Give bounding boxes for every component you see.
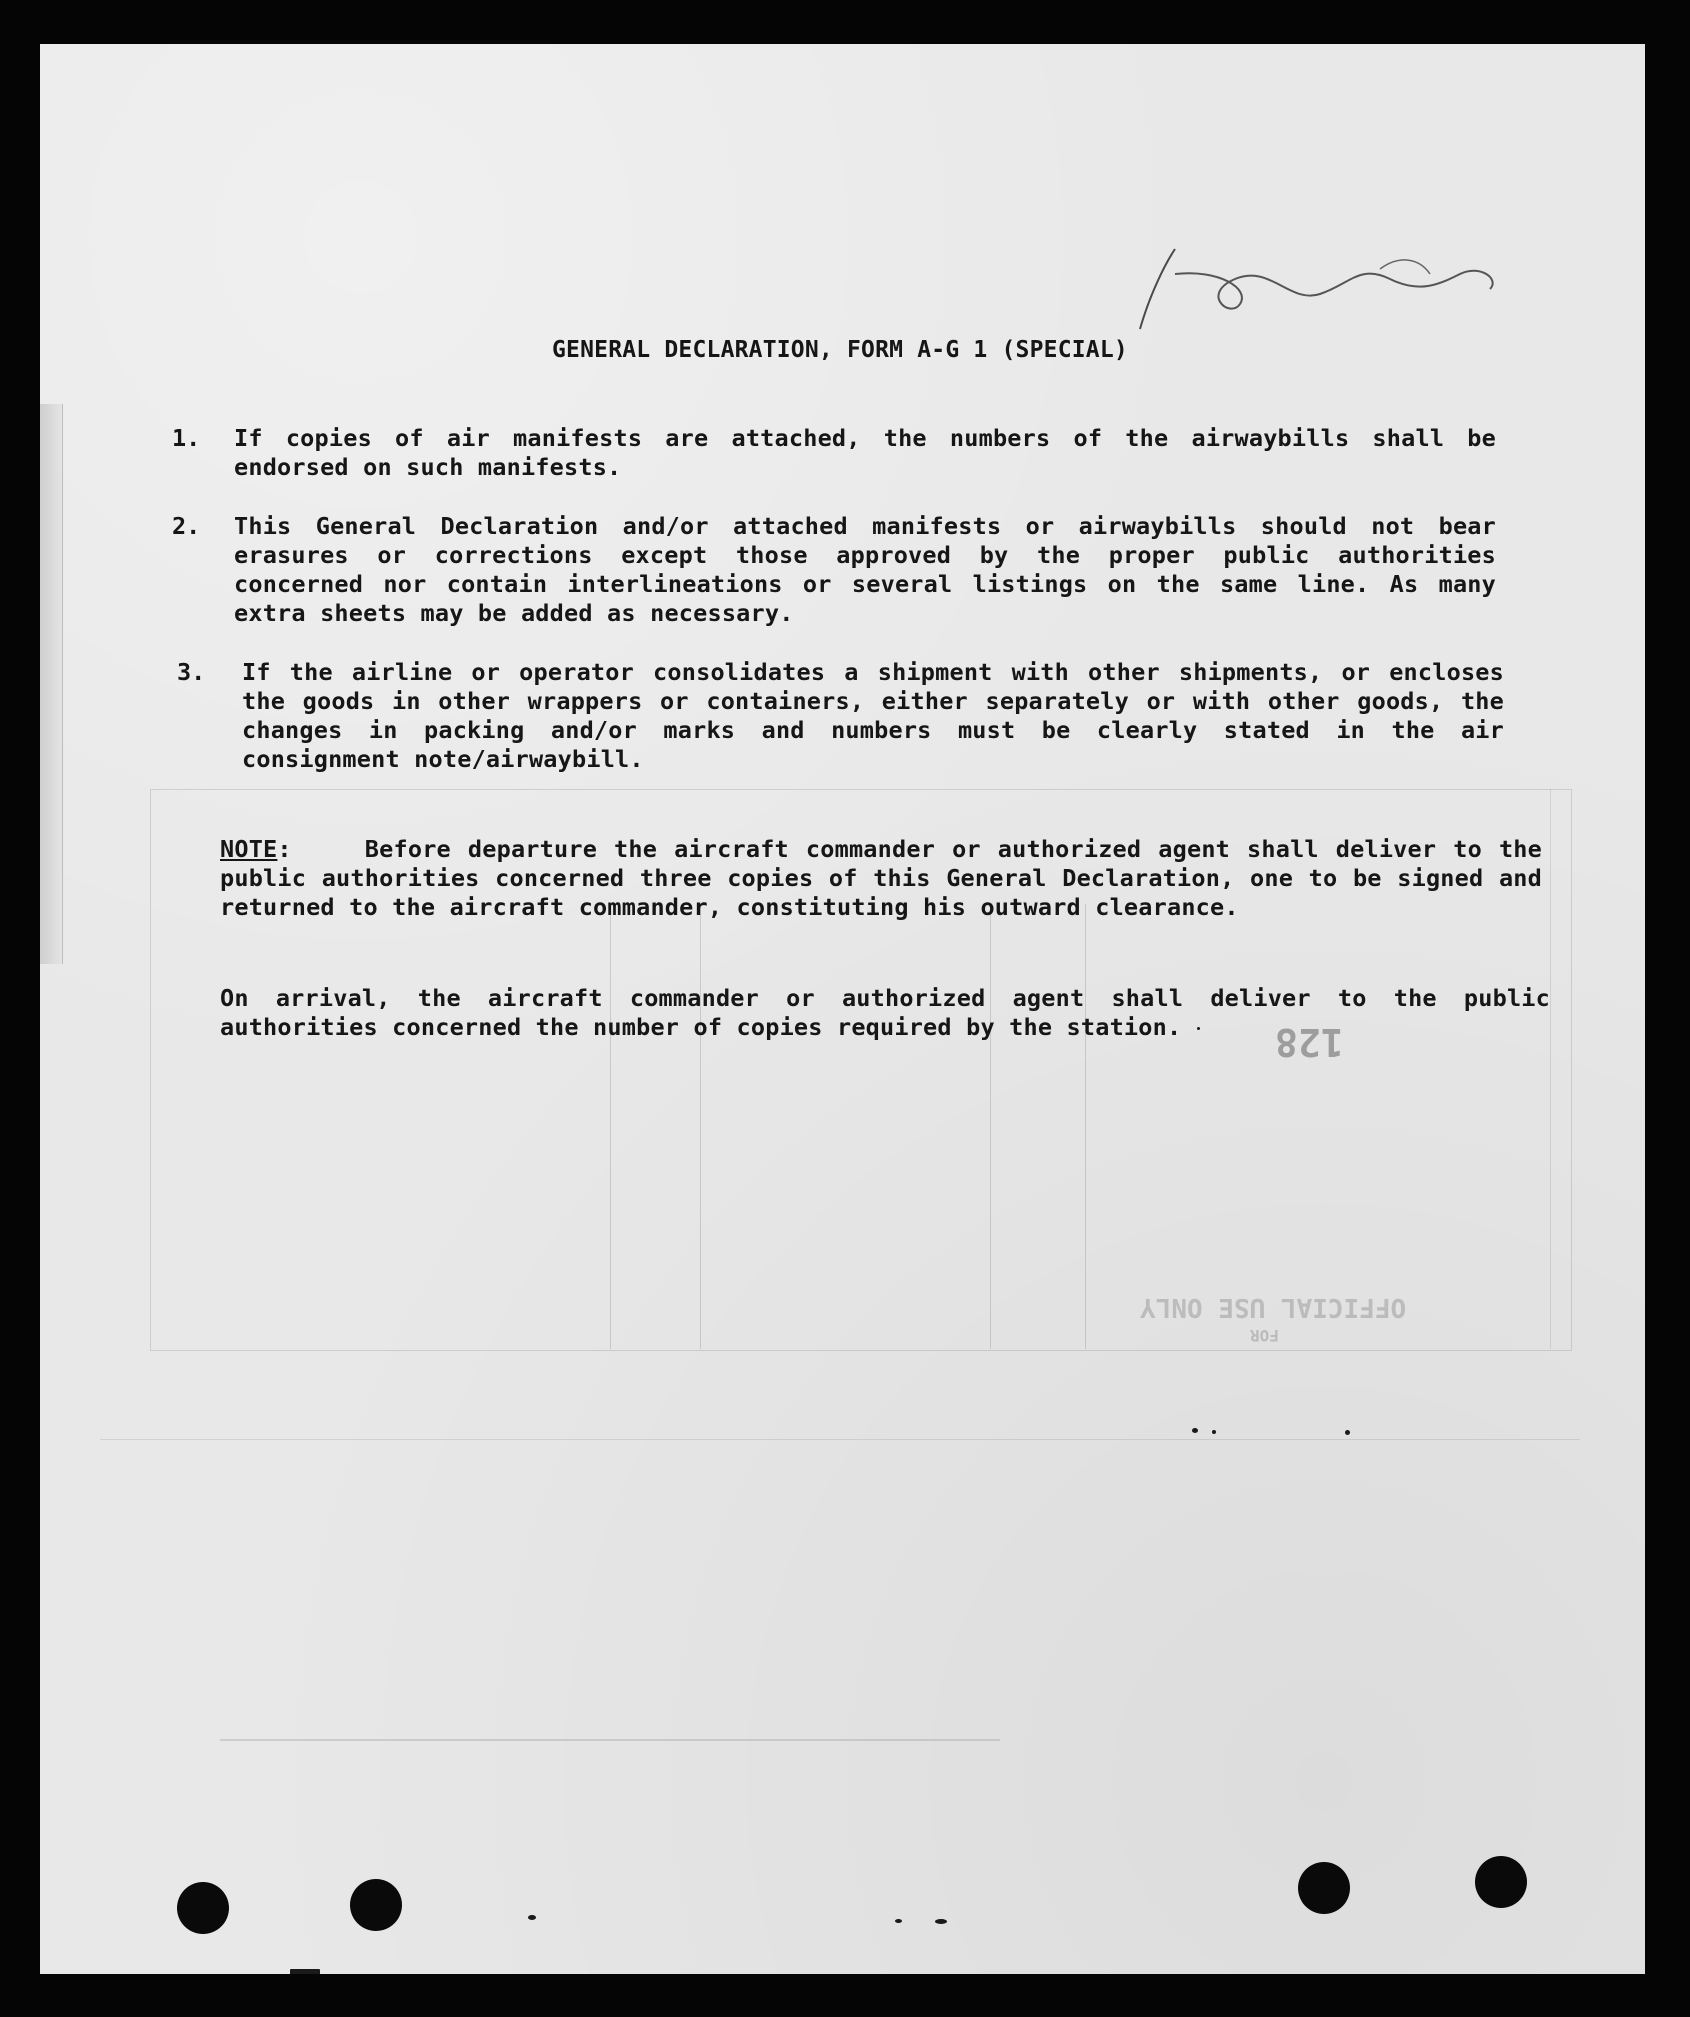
item-number: 1. [172, 424, 201, 452]
bleed-through-rule [220, 1739, 1000, 1741]
speck [1197, 1027, 1200, 1030]
bleed-through-rule [100, 1439, 1580, 1440]
punch-hole [1475, 1856, 1527, 1908]
bleed-through-rule [700, 904, 701, 1349]
bleed-through-rule [610, 904, 611, 1349]
page-title: GENERAL DECLARATION, FORM A-G 1 (SPECIAL) [552, 337, 1128, 363]
note-colon: : [277, 835, 292, 863]
bleed-through-rule [1550, 789, 1551, 1349]
punch-hole [177, 1882, 229, 1934]
note-paragraph [220, 835, 1542, 922]
speck [1192, 1428, 1198, 1433]
handwritten-mark [1080, 234, 1550, 344]
item-text: This General Declaration and/or attached manifests or airwaybills should not bear erasures or corrections except those approved by the proper public authorities concerned nor contain interlineations or several listings on the same line. As many extra sheets may be added as necessary. [234, 512, 1496, 627]
speck [1212, 1430, 1216, 1434]
bleed-through-box-sublabel: FOR [1250, 1326, 1279, 1345]
speck [935, 1919, 947, 1924]
item-text: If the airline or operator consolidates a shipment with other shipments, or encloses the goods in other wrappers or containers, either separately or with other goods, the changes in packing and/or marks and numbers must be clearly stated in the air consignment note/airwaybill. [242, 658, 1504, 773]
torn-edge [40, 404, 63, 964]
speck [895, 1919, 902, 1923]
bleed-through-rule [1085, 904, 1086, 1349]
document-page [40, 44, 1645, 1974]
punch-hole [1298, 1862, 1350, 1914]
bleed-through-box-label: OFFICIAL USE ONLY [1140, 1292, 1407, 1322]
bleed-through-rule [990, 904, 991, 1349]
bleed-through-stamp: 128 [1275, 1020, 1344, 1064]
item-number: 3. [177, 658, 206, 686]
item-number: 2. [172, 512, 201, 540]
speck [528, 1915, 536, 1920]
speck [290, 1969, 320, 1974]
speck [1345, 1430, 1350, 1435]
note-label: NOTE [220, 835, 278, 863]
arrival-paragraph: On arrival, the aircraft commander or authorized agent shall deliver to the public authorities concerned the number of copies required by the station. [220, 984, 1550, 1041]
punch-hole [350, 1879, 402, 1931]
item-text: If copies of air manifests are attached, the numbers of the airwaybills shall be endorsed on such manifests. [234, 424, 1496, 481]
note-text: Before departure the aircraft commander or authorized agent shall deliver to the public authorities concerned three copies of this General Declaration, one to be signed and returned to the aircraft commander, constituting his outward clearance. [220, 835, 1542, 921]
